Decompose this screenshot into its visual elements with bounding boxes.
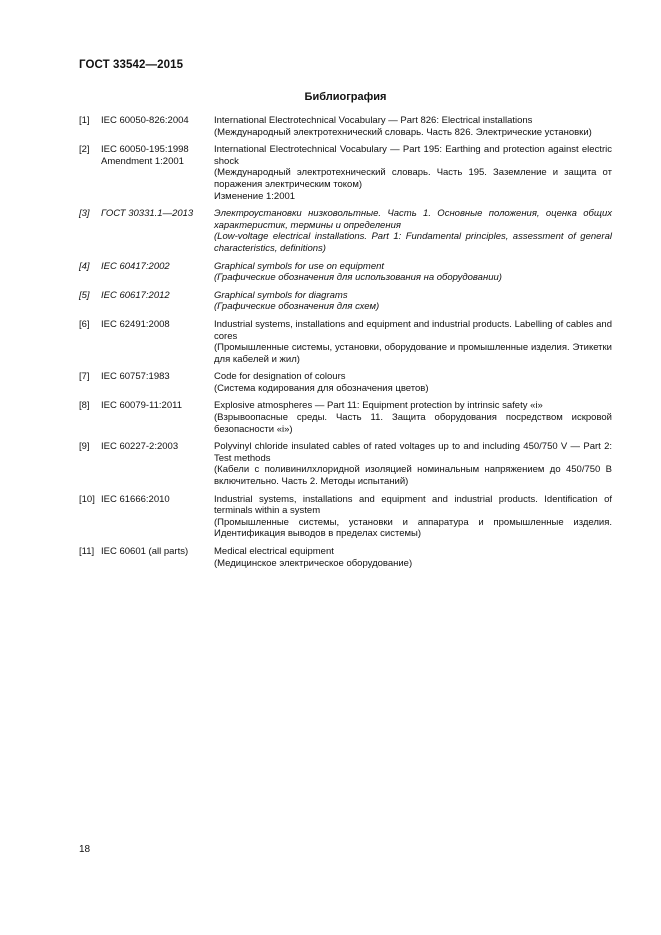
bibliography-entry	[79, 319, 612, 365]
entry-description	[214, 290, 612, 313]
document-id-line: IEC 62491:2008	[101, 318, 170, 330]
document-id-line: ГОСТ 30331.1—2013	[101, 208, 194, 220]
description-line: (Международный электротехнический словарь. Часть 826. Электрические установки)	[214, 126, 592, 138]
entry-document-id	[101, 319, 214, 365]
description-line: (Промышленные системы, установки, оборудование и промышленные изделия. Этикетки для кабелей и жил)	[214, 342, 612, 365]
bibliography-entry	[79, 144, 612, 202]
entry-number: [11]	[79, 546, 95, 557]
entry-document-id	[101, 400, 214, 435]
entry-number: [8]	[79, 400, 90, 412]
bibliography-entry	[79, 115, 612, 138]
entry-document-id	[101, 208, 214, 254]
description-line: Explosive atmospheres — Part 11: Equipment protection by intrinsic safety «i»	[214, 400, 543, 412]
document-id-line: IEC 60227-2:2003	[101, 441, 179, 453]
entry-description	[214, 441, 612, 487]
bibliography-entry	[79, 400, 612, 435]
bibliography-entry	[79, 371, 612, 394]
entry-number: [3]	[79, 208, 90, 220]
description-line: (Международный электротехнический словарь. Часть 195. Заземление и защита от поражения электрическим током)	[214, 167, 612, 190]
entry-document-id	[101, 115, 214, 138]
entry-number: [9]	[79, 441, 90, 453]
description-line: Изменение 1:2001	[214, 190, 296, 202]
entry-number: [5]	[79, 289, 90, 301]
bibliography-entry	[79, 208, 612, 254]
document-id-line: IEC 61666:2010	[101, 493, 170, 505]
entry-number: [7]	[79, 371, 90, 383]
description-line: International Electrotechnical Vocabulary — Part 826: Electrical installations	[214, 115, 533, 126]
entry-number: [1]	[79, 115, 90, 126]
entry-description	[214, 319, 612, 365]
bibliography-entry	[79, 494, 612, 540]
description-line: Code for designation of colours	[214, 371, 346, 383]
entry-document-id	[101, 441, 214, 487]
page-number: 18	[79, 844, 91, 855]
document-id-line: IEC 60601 (all parts)	[101, 546, 189, 557]
entry-description	[214, 546, 612, 569]
entry-description	[214, 115, 612, 138]
description-line: (Медицинское электрическое оборудование)	[214, 557, 413, 569]
entry-document-id	[101, 546, 214, 569]
description-line: Industrial systems, installations and equipment and industrial products. Identification of terminals within a system	[214, 493, 612, 517]
description-line: (Промышленные системы, установки и аппаратура и промышленные изделия. Идентификация выводов в пределах системы)	[214, 516, 612, 540]
description-line: (Система кодирования для обозначения цветов)	[214, 382, 429, 394]
description-line: (Графические обозначения для использования на оборудовании)	[214, 272, 502, 284]
description-line: Graphical symbols for diagrams	[214, 289, 348, 301]
description-line: Industrial systems, installations and equipment and industrial products. Labelling of cables and cores	[214, 318, 612, 342]
document-id-line: IEC 60050-195:1998	[101, 144, 189, 156]
description-line: International Electrotechnical Vocabulary — Part 195: Earthing and protection against electric shock	[214, 144, 612, 167]
document-id-line: IEC 60050-826:2004	[101, 115, 189, 126]
bibliography-entry	[79, 441, 612, 487]
document-id-line: IEC 60417:2002	[101, 260, 170, 272]
description-line: (Взрывоопасные среды. Часть 11. Защита оборудования посредством искровой безопасности «i»)	[214, 412, 612, 435]
description-line: Graphical symbols for use on equipment	[214, 260, 385, 272]
entry-document-id	[101, 371, 214, 394]
description-line: (Low-voltage electrical installations. Part 1: Fundamental principles, assessment of general characteristics, definitions)	[214, 231, 612, 254]
entry-description	[214, 400, 612, 435]
entry-document-id	[101, 290, 214, 313]
entry-description	[214, 208, 612, 254]
document-id-line: Amendment 1:2001	[101, 155, 184, 167]
entry-number: [6]	[79, 318, 90, 330]
document-id-line: IEC 60617:2012	[101, 289, 170, 301]
entry-number: [10]	[79, 493, 95, 505]
entry-number: [4]	[79, 260, 90, 272]
description-line: (Графические обозначения для схем)	[214, 301, 380, 313]
document-id-line: IEC 60757:1983	[101, 371, 170, 383]
description-line: (Кабели с поливинилхлоридной изоляцией номинальным напряжением до 450/750 В включительно. Часть 2. Методы испытаний)	[214, 464, 612, 488]
entry-number: [2]	[79, 144, 90, 156]
description-line: Polyvinyl chloride insulated cables of rated voltages up to and including 450/750 V — Part 2: Test methods	[214, 441, 612, 464]
bibliography-entry	[79, 261, 612, 284]
entry-document-id	[101, 494, 214, 540]
entry-description	[214, 261, 612, 284]
bibliography-title: Библиография	[304, 91, 387, 103]
document-id-line: IEC 60079-11:2011	[101, 400, 182, 412]
bibliography-entry	[79, 290, 612, 313]
entry-description	[214, 371, 612, 394]
standard-designation: ГОСТ 33542—2015	[79, 59, 184, 71]
entry-document-id	[101, 261, 214, 284]
description-line: Medical electrical equipment	[214, 546, 334, 557]
bibliography-entry	[79, 546, 612, 569]
entry-description	[214, 144, 612, 202]
bibliography-list	[79, 115, 612, 575]
entry-document-id	[101, 144, 214, 202]
entry-description	[214, 494, 612, 540]
description-line: Электроустановки низковольтные. Часть 1. Основные положения, оценка общих характеристик, термины и определения	[214, 208, 612, 231]
